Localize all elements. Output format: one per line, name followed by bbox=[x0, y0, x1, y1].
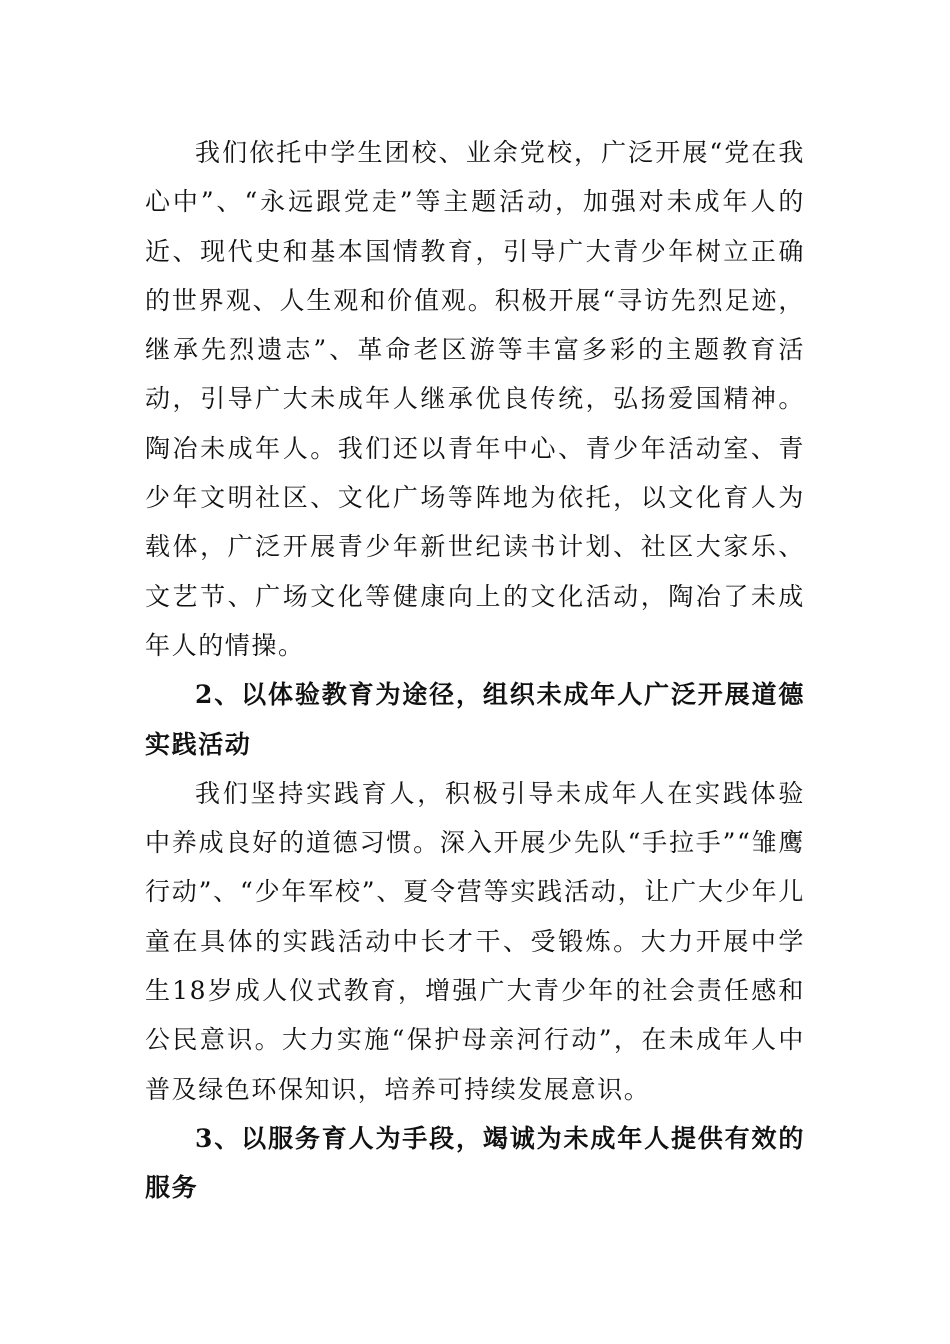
paragraph-patriotic-education: 我们依托中学生团校、业余党校，广泛开展“党在我心中”、“永远跟党走”等主题活动，加强对未成年人的近、现代史和基本国情教育，引导广大青少年树立正确的世界观、人生观和价值观。积极开展“寻访先烈足迹，继承先烈遗志”、革命老区游等丰富多彩的主题教育活动，引导广大未成年人继承优良传统，弘扬爱国精神。陶冶未成年人。我们还以青年中心、青少年活动室、青少年文明社区、文化广场等阵地为依托，以文化育人为载体，广泛开展青少年新世纪读书计划、社区大家乐、文艺节、广场文化等健康向上的文化活动，陶冶了未成年人的情操。 bbox=[145, 138, 805, 660]
section-heading-2: 2、以体验教育为途径，组织未成年人广泛开展道德实践活动 bbox=[145, 680, 805, 759]
document-page bbox=[145, 128, 805, 1213]
section-heading-3: 3、以服务育人为手段，竭诚为未成年人提供有效的服务 bbox=[145, 1123, 805, 1203]
paragraph-practice-activities: 我们坚持实践育人，积极引导未成年人在实践体验中养成良好的道德习惯。深入开展少先队“手拉手”“雏鹰行动”、“少年军校”、夏令营等实践活动，让广大少年儿童在具体的实践活动中长才干、受锻炼。大力开展中学生18岁成人仪式教育，增强广大青少年的社会责任感和公民意识。大力实施“保护母亲河行动”，在未成年人中普及绿色环保知识，培养可持续发展意识。 bbox=[145, 778, 805, 1104]
